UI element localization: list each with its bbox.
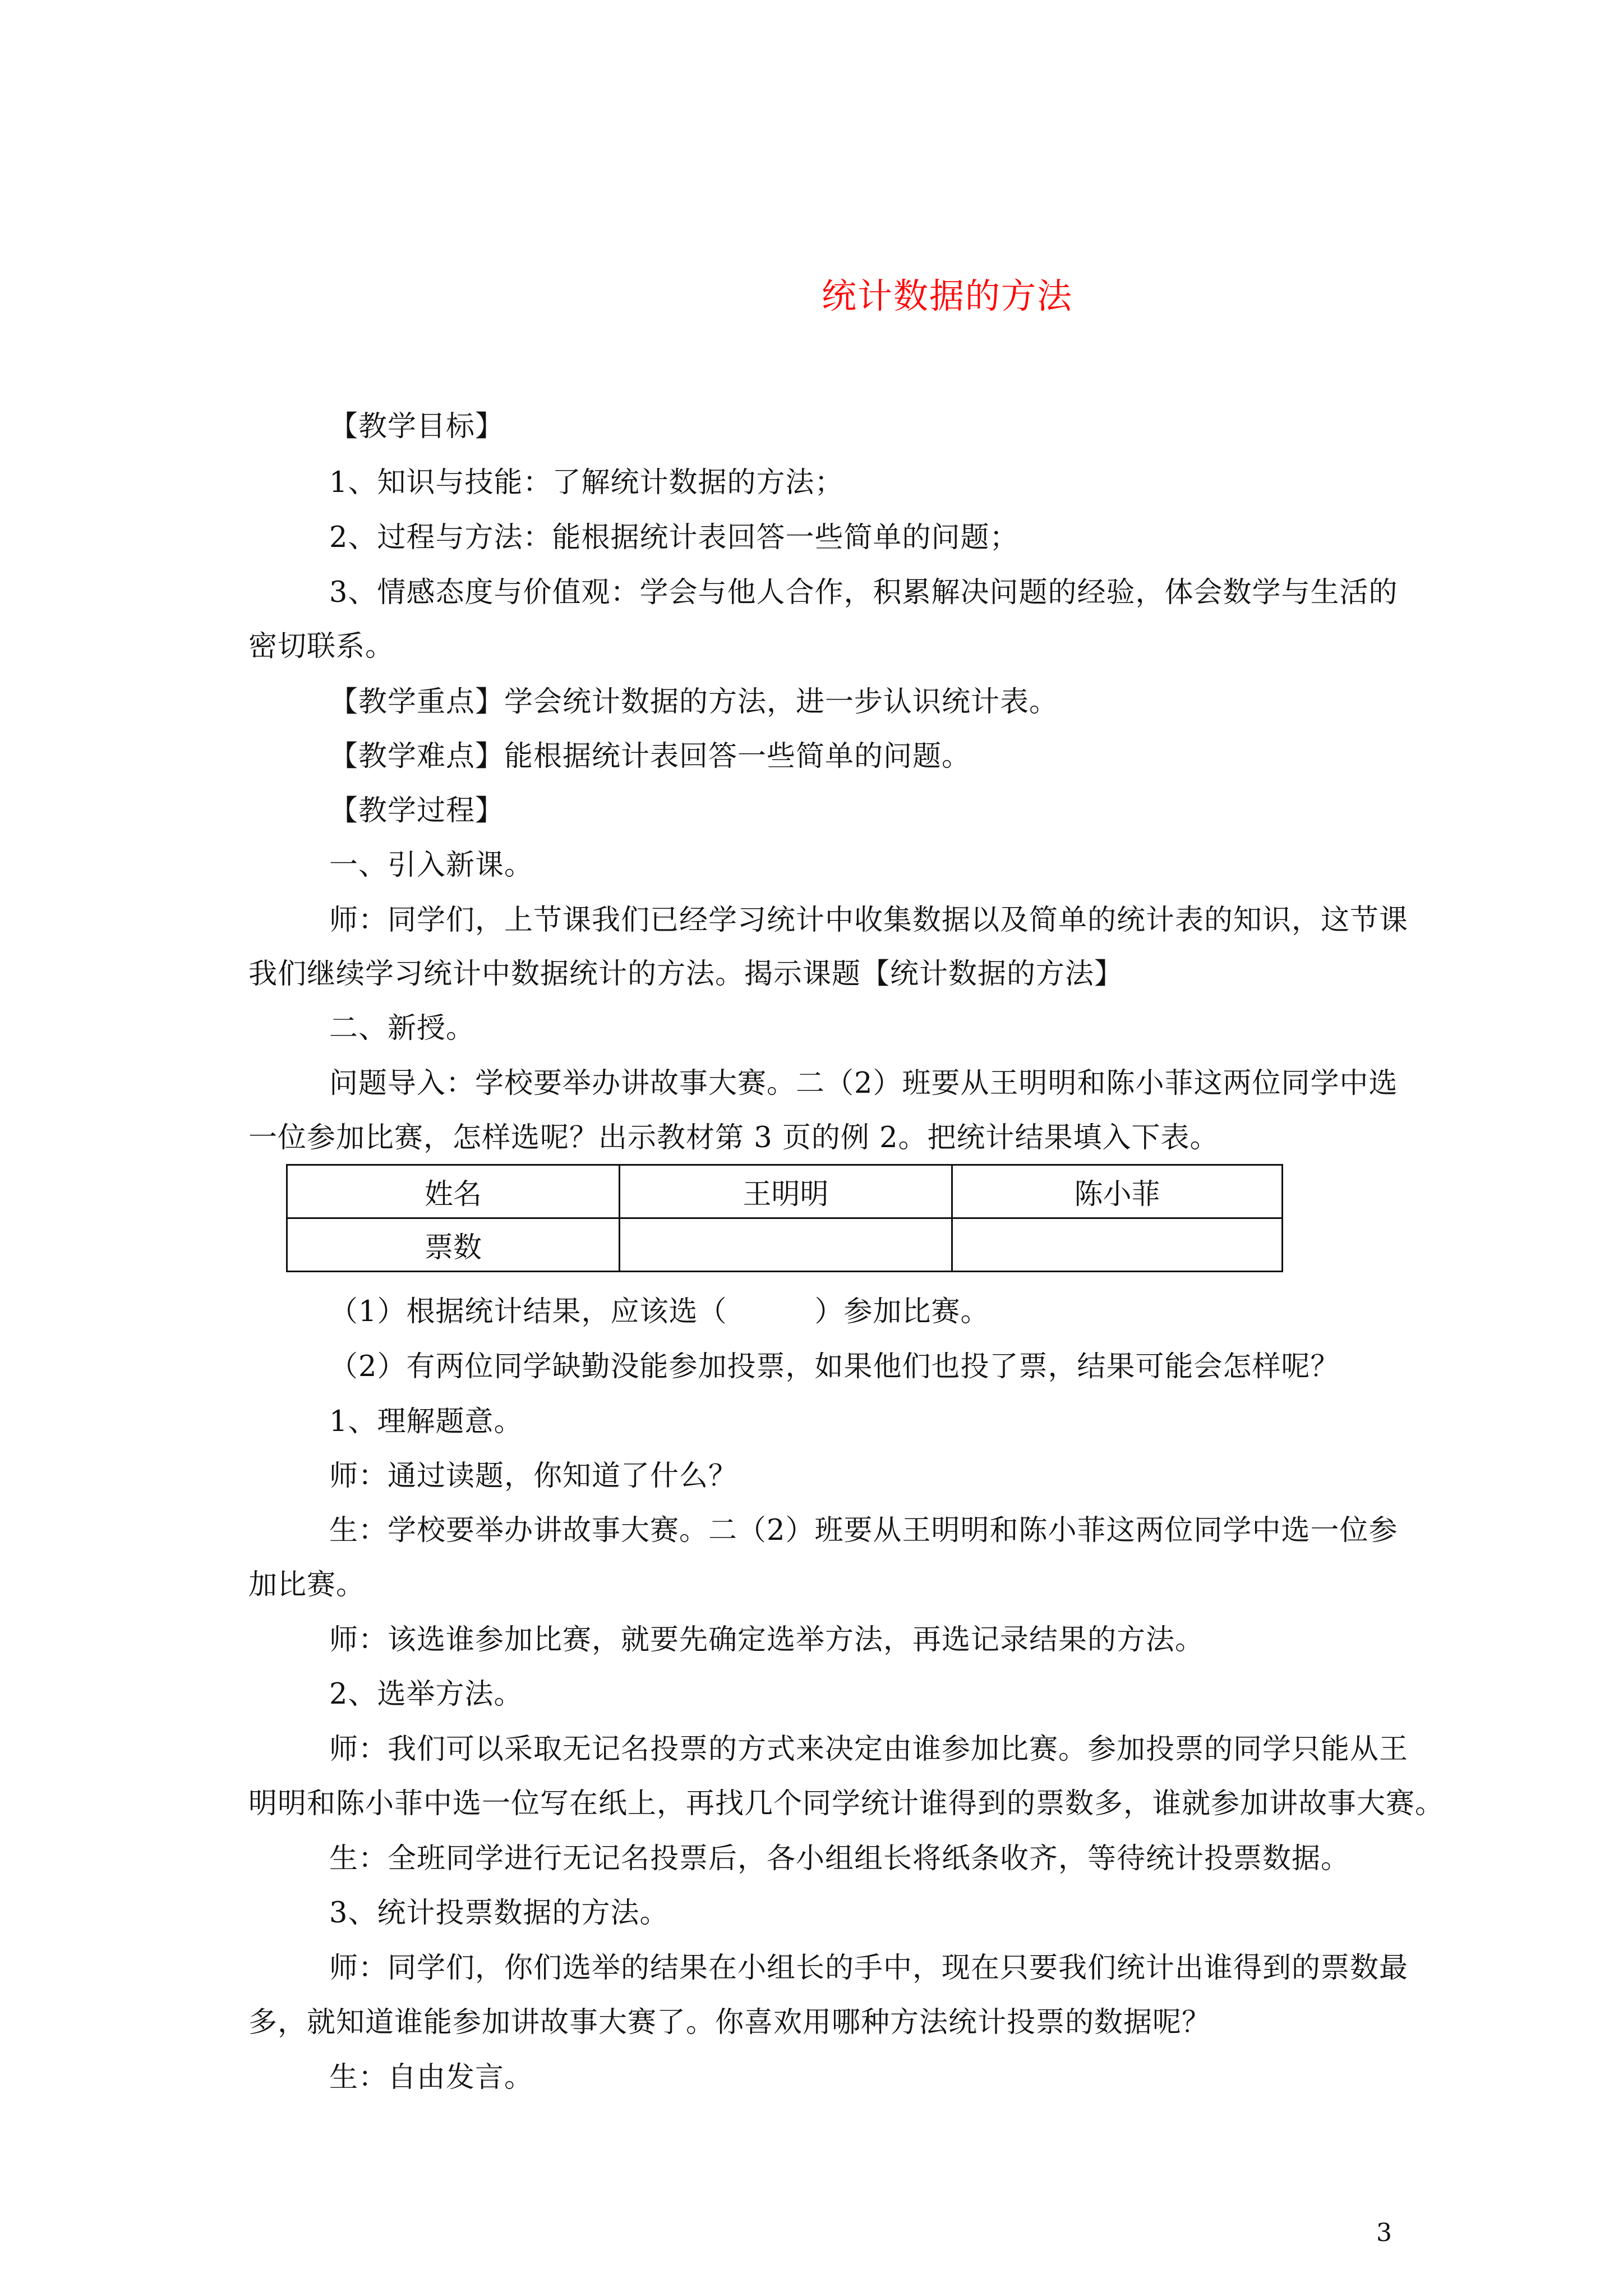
paragraph: 师：该选谁参加比赛，就要先确定选举方法，再选记录结果的方法。 (329, 1623, 1205, 1657)
paragraph: 问题导入：学校要举办讲故事大赛。二（2）班要从王明明和陈小菲这两位同学中选 (329, 1067, 1398, 1100)
paragraph: 2、过程与方法：能根据统计表回答一些简单的问题； (329, 521, 1019, 554)
paragraph-continuation: 加比赛。 (248, 1568, 366, 1602)
document-title: 统计数据的方法 (822, 275, 1073, 316)
table-header-cell: 王明明 (620, 1165, 952, 1218)
paragraph: 1、知识与技能：了解统计数据的方法； (329, 466, 844, 499)
paragraph: 师：同学们，你们选举的结果在小组长的手中，现在只要我们统计出谁得到的票数最 (329, 1952, 1409, 1985)
paragraph: 生：自由发言。 (329, 2061, 534, 2094)
paragraph-continuation: 密切联系。 (248, 630, 395, 663)
paragraph: 生：学校要举办讲故事大赛。二（2）班要从王明明和陈小菲这两位同学中选一位参 (329, 1514, 1398, 1547)
table-cell: 票数 (287, 1218, 620, 1272)
page-number: 3 (1376, 2219, 1392, 2247)
section-heading-difficulties: 【教学难点】能根据统计表回答一些简单的问题。 (329, 740, 971, 773)
section-heading-key-points: 【教学重点】学会统计数据的方法，进一步认识统计表。 (329, 685, 1059, 719)
table-header-cell: 姓名 (287, 1165, 620, 1218)
section-heading-objectives: 【教学目标】 (329, 410, 505, 443)
paragraph: 一、引入新课。 (329, 849, 534, 882)
section-heading-process: 【教学过程】 (329, 794, 505, 827)
paragraph: 二、新授。 (329, 1012, 476, 1045)
table-header-cell: 陈小菲 (952, 1165, 1283, 1218)
paragraph: 2、选举方法。 (329, 1678, 523, 1711)
table-cell (620, 1218, 952, 1272)
table-row (287, 1165, 1283, 1218)
paragraph: （2）有两位同学缺勤没能参加投票，如果他们也投了票，结果可能会怎样呢？ (329, 1350, 1340, 1383)
paragraph: 师：我们可以采取无记名投票的方式来决定由谁参加比赛。参加投票的同学只能从王 (329, 1733, 1409, 1766)
paragraph: 师：通过读题，你知道了什么？ (329, 1460, 738, 1493)
paragraph: 师：同学们，上节课我们已经学习统计中收集数据以及简单的统计表的知识，这节课 (329, 904, 1409, 937)
paragraph-continuation: 我们继续学习统计中数据统计的方法。揭示课题【统计数据的方法】 (248, 958, 1124, 991)
paragraph: 3、统计投票数据的方法。 (329, 1897, 669, 1930)
paragraph-continuation: 明明和陈小菲中选一位写在纸上，再找几个同学统计谁得到的票数多，谁就参加讲故事大赛。 (248, 1787, 1445, 1820)
table-row (287, 1218, 1283, 1272)
table-cell (952, 1218, 1283, 1272)
vote-table (286, 1164, 1283, 1272)
paragraph: 3、情感态度与价值观：学会与他人合作，积累解决问题的经验，体会数学与生活的 (329, 576, 1398, 609)
paragraph-continuation: 多，就知道谁能参加讲故事大赛了。你喜欢用哪种方法统计投票的数据呢？ (248, 2006, 1211, 2039)
paragraph-continuation: 一位参加比赛，怎样选呢？出示教材第 3 页的例 2。把统计结果填入下表。 (248, 1121, 1219, 1154)
paragraph: 1、理解题意。 (329, 1405, 523, 1438)
paragraph: （1）根据统计结果，应该选（ ）参加比赛。 (329, 1295, 990, 1328)
paragraph: 生：全班同学进行无记名投票后，各小组组长将纸条收齐，等待统计投票数据。 (329, 1842, 1350, 1875)
